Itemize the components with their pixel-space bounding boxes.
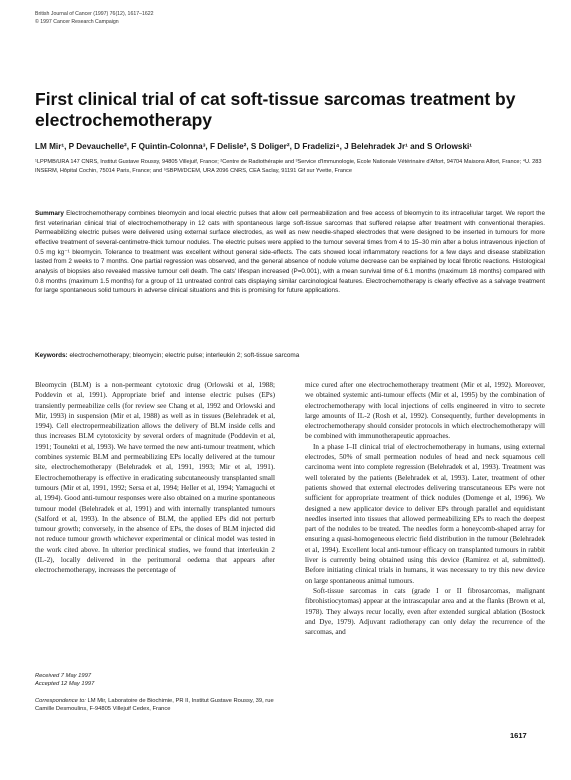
correspondence-text: LM Mir, Laboratoire de Biochimie, PR II, Institut Gustave Roussy, 39, rue Camille Desmoulins, F-94805 Villejuif Cedex, France <box>35 698 274 713</box>
body-paragraph: In a phase I–II clinical trial of electrochemotherapy in humans, using external electrodes, 50% of small permeation nodules of head and neck squamous cell carcinoma went into complete regression (Belehradek et al, 1993). Treatment was well tolerated by the patients (Belehradek et al, 1993). Later, treatment of other patients showed that external electrodes delivering transcutaneous EPs were not sufficient for appropriate treatment of thick nodules (Domenge et al, 1996). We designed a new applicator device to deliver EPs through parallel and equidistant needles inserted into tissues that allowed permeabilizing EPs to reach the deepest part of the nodules to be treated. The needles form a honeycomb-shaped array for ensuring a quasi-homogeneous electric field distribution in the tumour (Belehradek et al, 1994). Excellent local anti-tumour efficacy on transplanted tumours in rabbit liver is currently being obtained using this device (Ramirez et al, submitted). Before initiating clinical trials in humans, it was necessary to try this new device on large spontaneous animal tumours. <box>305 442 545 585</box>
journal-header <box>35 11 154 26</box>
affiliations: ¹LPPMB/URA 147 CNRS, Institut Gustave Roussy, 94805 Villejuif, France; ²Centre de Radiothérapie and ³Service d'Immunologie, Ecole Nationale Vétérinaire d'Alfort, 94704 Maisons Alfort, France; ⁴U. 283 INSERM, Hôpital Cochin, 75014 Paris, France; and ⁵SBPM/DCEM, URA 2096 CNRS, CEA Saclay, 91191 Gif sur Yvette, France <box>35 159 542 175</box>
received-date: Received 7 May 1997 <box>35 673 92 679</box>
body-column-left <box>35 380 275 576</box>
body-column-right <box>305 380 545 637</box>
submission-dates <box>35 672 275 688</box>
body-paragraph: mice cured after one electrochemotherapy treatment (Mir et al, 1992). Moreover, we obtained systemic anti-tumour effects (Mir et al, 1995) by the combination of electrochemotherapy with local injections of cells engineered in vitro to secrete large amounts of IL-2 (Rosh et al, 1992). Consequently, further developments in electrochemotherapy should consider protocols in which electrochemotherapy will be combined with immunotherapeutic approaches. <box>305 381 545 441</box>
accepted-date: Accepted 12 May 1997 <box>35 681 95 688</box>
summary-label: Summary <box>35 210 64 217</box>
summary-abstract <box>35 209 545 296</box>
body-paragraph: Bleomycin (BLM) is a non-permeant cytotoxic drug (Orlowski et al, 1988; Poddevin et al, 1991). Appropriate brief and intense electric pulses (EPs) transiently permeabilize cells (for review see Chang et al, 1992 and Orlowski and Mir, 1993) in suspension (Mir et al, 1988) as well as in tissues (Belehradek et al, 1994). Cell electropermeabilization allows the delivery of BLM inside cells and thus increases BLM cytotoxicity by several orders of magnitude (Poddevin et al, 1991; Tounekti et al, 1993). We have termed the new anti-tumour treatment, which combines systemic BLM and permeabilizing EPs locally delivered at the tumour site, electrochemotherapy (Belehradek et al, 1991, 1993; Mir et al, 1991). Electrochemotherapy is effective in eradicating subcutaneously transplanted small tumours (Mir et al, 1991, 1992; Sersa et al, 1994; Heller et al, 1994; Yamaguchi et al, 1994). Good anti-tumour responses were also obtained on a murine spontaneous tumour model (Belehradek et al, 1991) and with internally transplanted tumours (Salford et al, 1993). In the absence of BLM, the applied EPs did not perturb tumour growth; conversely, in the absence of EPs, the doses of BLM injected did not reduce tumour growth whichever experimental or clinical model was tested in the work cited above. In ulterior preclinical studies, we found that interleukin 2 (IL-2), locally delivered in the peritumoral oedema that appears after electrochemotherapy, increases the percentage of <box>35 381 275 575</box>
summary-text: Electrochemotherapy combines bleomycin and local electric pulses that allow cell permeabilization and free access of bleomycin to its intracellular target. We report the first veterinarian clinical trial of electrochemotherapy in 12 cats with spontaneous large soft-tissue sarcomas that suffered relapse after treatment with conventional therapies. Permeabilizing electric pulses were delivered using external surface electrodes, as well as new needle-shaped electrodes that were designed to be inserted in tumours for more effective treatment of several-centimetre-thick tumour nodules. The electric pulses were applied to the tumour several times from 4 to 15–30 min after a bolus intravenous injection of 0.5 mg kg⁻¹ bleomycin. Tolerance to treatment was excellent without general side-effects. The cats showed local inflammatory reactions for a few days and disease stabilization lasted from 2 weeks to 7 months. One partial regression was observed, and the general absence of nodule volume decrease can be explained by local fibrotic reactions. Histological analysis of biopsies also revealed massive tumour cell death. The cats' lifespan increased (P=0.001), with a mean survival time of 6.1 months (maximum 18 months) compared with 0.8 months (maximum 1.5 months) for a group of 11 untreated control cats displaying similar carcinological features. Electrochemotherapy is clearly effective as a salvage treatment for large spontaneous solid tumours in adverse clinical situations and this is promising for future applications. <box>35 210 545 295</box>
article-title: First clinical trial of cat soft-tissue sarcomas treatment by electrochemotherapy <box>35 89 516 130</box>
page-number: 1617 <box>510 731 527 740</box>
keywords-label: Keywords: <box>35 352 68 359</box>
journal-citation: British Journal of Cancer (1997) 76(12), 1617–1622 <box>35 11 154 17</box>
body-paragraph: Soft-tissue sarcomas in cats (grade I or II fibrosarcomas, malignant fibrohistiocytomas) appear at the intrascapular area and at the flanks (Brown et al, 1978). They always recur locally, even after extended surgical ablation (Bostock and Dye, 1979). Adjuvant radiotherapy can only delay the recurrence of the sarcomas, and <box>305 586 545 637</box>
author-list: LM Mir¹, P Devauchelle², F Quintin-Colonna³, F Delisle², S Doliger², D Fradelizi⁴, J Belehradek Jr¹ and S Orlowski¹ <box>35 142 473 151</box>
keywords-line <box>35 351 545 360</box>
keywords-text: electrochemotherapy; bleomycin; electric pulse; interleukin 2; soft-tissue sarcoma <box>69 352 300 359</box>
copyright-line: © 1997 Cancer Research Campaign <box>35 18 119 25</box>
correspondence-note <box>35 697 275 713</box>
correspondence-label: Correspondence to: <box>35 698 86 704</box>
